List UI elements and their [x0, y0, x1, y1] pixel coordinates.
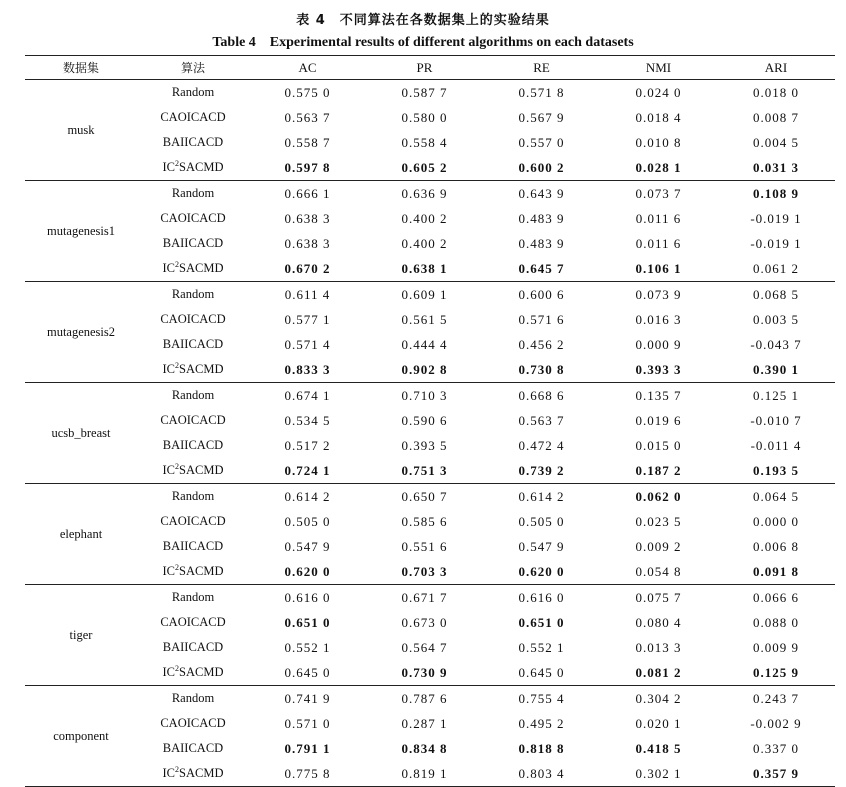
- table-row: [25, 635, 835, 660]
- value-cell-nmi: 0.418 5: [635, 740, 682, 756]
- table-body: [25, 80, 835, 787]
- value-cell-re: 0.730 8: [483, 357, 600, 383]
- value-cell-ari: 0.061 2: [717, 256, 835, 282]
- value-cell-pr: 0.590 6: [401, 412, 448, 428]
- value-cell-ac: 0.558 7: [284, 134, 331, 150]
- algorithm-name-cell: CAOICACD: [160, 312, 226, 326]
- value-cell-nmi: 0.062 0: [635, 488, 682, 504]
- value-cell-ari: 0.243 7: [753, 690, 799, 706]
- value-cell-ac: 0.614 2: [284, 488, 331, 504]
- value-cell-nmi: 0.080 4: [635, 614, 682, 630]
- value-cell-pr: 0.819 1: [366, 761, 483, 787]
- value-cell-re: 0.505 0: [518, 513, 565, 529]
- value-cell-pr: 0.638 1: [366, 256, 483, 282]
- table-row: [25, 534, 835, 559]
- value-cell-re: 0.803 4: [483, 761, 600, 787]
- value-cell-pr: 0.393 5: [401, 437, 448, 453]
- value-cell-nmi: 0.011 6: [635, 210, 682, 226]
- algorithm-name-cell: CAOICACD: [160, 514, 226, 528]
- value-cell-pr: 0.730 9: [366, 660, 483, 686]
- superscript-two: 2: [175, 461, 180, 471]
- superscript-two: 2: [175, 360, 180, 370]
- value-cell-ari: -0.002 9: [750, 715, 802, 731]
- value-cell-ari: 0.008 7: [753, 109, 799, 125]
- value-cell-pr: 0.751 3: [366, 458, 483, 484]
- value-cell-ac: 0.571 4: [284, 336, 331, 352]
- value-cell-nmi: 0.393 3: [600, 357, 717, 383]
- value-cell-ac: 0.670 2: [249, 256, 366, 282]
- value-cell-pr: 0.444 4: [401, 336, 448, 352]
- value-cell-pr: 0.400 2: [401, 235, 448, 251]
- algorithm-name-cell: BAIICACD: [162, 135, 224, 149]
- value-cell-nmi: 0.302 1: [600, 761, 717, 787]
- superscript-two: 2: [175, 158, 180, 168]
- algorithm-name-cell: Random: [171, 287, 215, 301]
- table-row: [25, 130, 835, 155]
- algorithm-name-cell: $IC^2SACMD$: [137, 155, 249, 181]
- header-dataset: 数据集: [25, 56, 137, 80]
- value-cell-ari: 0.357 9: [717, 761, 835, 787]
- table-row: [25, 80, 835, 106]
- algorithm-name-cell: Random: [171, 85, 215, 99]
- table-row: [25, 761, 835, 787]
- value-cell-re: 0.643 9: [518, 185, 565, 201]
- value-cell-ari: 0.337 0: [753, 740, 799, 756]
- table-row: [25, 307, 835, 332]
- value-cell-pr: 0.561 5: [401, 311, 448, 327]
- value-cell-ari: 0.125 1: [753, 387, 799, 403]
- value-cell-ari: 0.004 5: [753, 134, 799, 150]
- superscript-two: 2: [175, 562, 180, 572]
- value-cell-nmi: 0.054 8: [600, 559, 717, 585]
- algorithm-name-cell: $IC^2SACMD$: [137, 660, 249, 686]
- value-cell-nmi: 0.106 1: [600, 256, 717, 282]
- value-cell-nmi: 0.013 3: [635, 639, 682, 655]
- superscript-two: 2: [175, 259, 180, 269]
- value-cell-re: 0.614 2: [518, 488, 565, 504]
- table-row: [25, 660, 835, 686]
- table-row: [25, 105, 835, 130]
- value-cell-ari: 0.088 0: [753, 614, 799, 630]
- value-cell-re: 0.472 4: [518, 437, 565, 453]
- value-cell-ari: 0.091 8: [717, 559, 835, 585]
- value-cell-re: 0.645 0: [483, 660, 600, 686]
- value-cell-ac: 0.833 3: [249, 357, 366, 383]
- value-cell-ac: 0.620 0: [249, 559, 366, 585]
- value-cell-nmi: 0.023 5: [635, 513, 682, 529]
- value-cell-ac: 0.575 0: [284, 84, 331, 100]
- algorithm-name-cell: BAIICACD: [162, 236, 224, 250]
- algorithm-name-cell: Random: [171, 489, 215, 503]
- table-row: [25, 484, 835, 510]
- value-cell-pr: 0.787 6: [401, 690, 448, 706]
- header-ari: ARI: [717, 56, 835, 80]
- value-cell-pr: 0.585 6: [401, 513, 448, 529]
- value-cell-ac: 0.552 1: [284, 639, 331, 655]
- dataset-name-cell: ucsb_breast: [25, 383, 137, 484]
- value-cell-ac: 0.547 9: [284, 538, 331, 554]
- algorithm-name-cell: CAOICACD: [160, 413, 226, 427]
- value-cell-pr: 0.703 3: [366, 559, 483, 585]
- header-algorithm: 算法: [137, 56, 249, 80]
- value-cell-nmi: 0.081 2: [600, 660, 717, 686]
- value-cell-ari: -0.043 7: [750, 336, 802, 352]
- value-cell-pr: 0.287 1: [401, 715, 448, 731]
- value-cell-re: 0.600 2: [483, 155, 600, 181]
- algorithm-name-cell: $IC^2SACMD$: [137, 458, 249, 484]
- value-cell-ari: 0.068 5: [753, 286, 799, 302]
- value-cell-re: 0.571 8: [518, 84, 565, 100]
- value-cell-nmi: 0.073 9: [635, 286, 682, 302]
- value-cell-ac: 0.563 7: [284, 109, 331, 125]
- value-cell-nmi: 0.304 2: [635, 690, 682, 706]
- table-row: [25, 736, 835, 761]
- value-cell-ac: 0.505 0: [284, 513, 331, 529]
- algorithm-name-cell: CAOICACD: [160, 211, 226, 225]
- header-pr: PR: [366, 56, 483, 80]
- table-row: [25, 357, 835, 383]
- value-cell-pr: 0.650 7: [401, 488, 448, 504]
- algorithm-name-cell: CAOICACD: [160, 110, 226, 124]
- value-cell-ari: 0.125 9: [717, 660, 835, 686]
- value-cell-ac: 0.577 1: [284, 311, 331, 327]
- value-cell-nmi: 0.011 6: [635, 235, 682, 251]
- value-cell-nmi: 0.015 0: [635, 437, 682, 453]
- value-cell-pr: 0.710 3: [401, 387, 448, 403]
- algorithm-name-cell: BAIICACD: [162, 438, 224, 452]
- table-row: [25, 282, 835, 308]
- value-cell-re: 0.483 9: [518, 210, 565, 226]
- value-cell-pr: 0.580 0: [401, 109, 448, 125]
- results-table: [25, 55, 835, 787]
- value-cell-ac: 0.571 0: [284, 715, 331, 731]
- algorithm-name-cell: $IC^2SACMD$: [137, 761, 249, 787]
- value-cell-ari: -0.010 7: [750, 412, 802, 428]
- value-cell-ac: 0.791 1: [284, 740, 331, 756]
- value-cell-ac: 0.741 9: [284, 690, 331, 706]
- header-re: RE: [483, 56, 600, 80]
- value-cell-nmi: 0.187 2: [600, 458, 717, 484]
- table-row: [25, 686, 835, 712]
- value-cell-nmi: 0.073 7: [635, 185, 682, 201]
- value-cell-pr: 0.902 8: [366, 357, 483, 383]
- value-cell-re: 0.557 0: [518, 134, 565, 150]
- table-row: [25, 610, 835, 635]
- algorithm-name-cell: CAOICACD: [160, 716, 226, 730]
- header-ac: AC: [249, 56, 366, 80]
- value-cell-ac: 0.517 2: [284, 437, 331, 453]
- algorithm-name-cell: CAOICACD: [160, 615, 226, 629]
- table-row: [25, 711, 835, 736]
- value-cell-pr: 0.605 2: [366, 155, 483, 181]
- value-cell-ari: 0.108 9: [753, 185, 799, 201]
- value-cell-ac: 0.611 4: [284, 286, 331, 302]
- value-cell-nmi: 0.009 2: [635, 538, 682, 554]
- value-cell-nmi: 0.016 3: [635, 311, 682, 327]
- value-cell-ac: 0.638 3: [284, 235, 331, 251]
- value-cell-ari: 0.031 3: [717, 155, 835, 181]
- value-cell-re: 0.651 0: [518, 614, 565, 630]
- value-cell-nmi: 0.010 8: [635, 134, 682, 150]
- value-cell-re: 0.755 4: [518, 690, 565, 706]
- value-cell-ac: 0.775 8: [249, 761, 366, 787]
- value-cell-pr: 0.673 0: [401, 614, 448, 630]
- dataset-name-cell: mutagenesis2: [25, 282, 137, 383]
- value-cell-nmi: 0.135 7: [635, 387, 682, 403]
- table-row: [25, 458, 835, 484]
- superscript-two: 2: [175, 764, 180, 774]
- value-cell-re: 0.456 2: [518, 336, 565, 352]
- value-cell-ac: 0.724 1: [249, 458, 366, 484]
- dataset-name-cell: musk: [25, 80, 137, 181]
- value-cell-ari: -0.019 1: [750, 210, 802, 226]
- value-cell-nmi: 0.018 4: [635, 109, 682, 125]
- value-cell-ari: 0.018 0: [753, 84, 799, 100]
- value-cell-re: 0.495 2: [518, 715, 565, 731]
- value-cell-re: 0.818 8: [518, 740, 565, 756]
- table-row: [25, 206, 835, 231]
- value-cell-pr: 0.564 7: [401, 639, 448, 655]
- dataset-name-cell: tiger: [25, 585, 137, 686]
- table-row: [25, 559, 835, 585]
- value-cell-nmi: 0.000 9: [635, 336, 682, 352]
- table-caption-english: Table 4 Experimental results of different algorithms on each datasets: [212, 35, 634, 50]
- value-cell-ac: 0.666 1: [284, 185, 331, 201]
- algorithm-name-cell: Random: [171, 590, 215, 604]
- algorithm-name-cell: $IC^2SACMD$: [137, 559, 249, 585]
- value-cell-ari: 0.003 5: [753, 311, 799, 327]
- value-cell-re: 0.739 2: [483, 458, 600, 484]
- value-cell-ari: -0.011 4: [750, 437, 802, 453]
- table-row: [25, 155, 835, 181]
- value-cell-nmi: 0.024 0: [635, 84, 682, 100]
- table-row: [25, 181, 835, 207]
- value-cell-pr: 0.558 4: [401, 134, 448, 150]
- value-cell-ac: 0.534 5: [284, 412, 331, 428]
- value-cell-pr: 0.609 1: [401, 286, 448, 302]
- table-caption-chinese: 表 4 不同算法在各数据集上的实验结果: [296, 13, 550, 28]
- value-cell-re: 0.552 1: [518, 639, 565, 655]
- value-cell-re: 0.483 9: [518, 235, 565, 251]
- value-cell-ac: 0.651 0: [284, 614, 331, 630]
- value-cell-ari: 0.066 6: [753, 589, 799, 605]
- value-cell-ac: 0.638 3: [284, 210, 331, 226]
- algorithm-name-cell: BAIICACD: [162, 640, 224, 654]
- value-cell-re: 0.600 6: [518, 286, 565, 302]
- table-row: [25, 256, 835, 282]
- value-cell-nmi: 0.028 1: [600, 155, 717, 181]
- algorithm-name-cell: Random: [171, 388, 215, 402]
- value-cell-ari: 0.000 0: [753, 513, 799, 529]
- value-cell-re: 0.668 6: [518, 387, 565, 403]
- value-cell-ac: 0.645 0: [249, 660, 366, 686]
- dataset-name-cell: component: [25, 686, 137, 787]
- value-cell-re: 0.563 7: [518, 412, 565, 428]
- superscript-two: 2: [175, 663, 180, 673]
- algorithm-name-cell: $IC^2SACMD$: [137, 256, 249, 282]
- table-row: [25, 332, 835, 357]
- value-cell-ari: 0.006 8: [753, 538, 799, 554]
- value-cell-ac: 0.674 1: [284, 387, 331, 403]
- algorithm-name-cell: Random: [171, 186, 215, 200]
- algorithm-name-cell: BAIICACD: [162, 741, 224, 755]
- value-cell-ari: -0.019 1: [750, 235, 802, 251]
- table-row: [25, 231, 835, 256]
- value-cell-re: 0.620 0: [483, 559, 600, 585]
- value-cell-ac: 0.616 0: [284, 589, 331, 605]
- value-cell-ari: 0.009 9: [753, 639, 799, 655]
- header-nmi: NMI: [600, 56, 717, 80]
- table-row: [25, 585, 835, 611]
- value-cell-ari: 0.390 1: [717, 357, 835, 383]
- value-cell-re: 0.567 9: [518, 109, 565, 125]
- value-cell-pr: 0.400 2: [401, 210, 448, 226]
- algorithm-name-cell: $IC^2SACMD$: [137, 357, 249, 383]
- value-cell-pr: 0.551 6: [401, 538, 448, 554]
- dataset-name-cell: elephant: [25, 484, 137, 585]
- algorithm-name-cell: BAIICACD: [162, 539, 224, 553]
- value-cell-pr: 0.636 9: [401, 185, 448, 201]
- value-cell-nmi: 0.020 1: [635, 715, 682, 731]
- value-cell-nmi: 0.019 6: [635, 412, 682, 428]
- value-cell-pr: 0.834 8: [401, 740, 448, 756]
- algorithm-name-cell: Random: [171, 691, 215, 705]
- value-cell-ac: 0.597 8: [249, 155, 366, 181]
- table-header-row: [25, 56, 835, 80]
- value-cell-re: 0.616 0: [518, 589, 565, 605]
- table-row: [25, 433, 835, 458]
- algorithm-name-cell: BAIICACD: [162, 337, 224, 351]
- value-cell-ari: 0.064 5: [753, 488, 799, 504]
- value-cell-pr: 0.587 7: [401, 84, 448, 100]
- table-row: [25, 509, 835, 534]
- value-cell-nmi: 0.075 7: [635, 589, 682, 605]
- table-row: [25, 383, 835, 409]
- value-cell-ari: 0.193 5: [717, 458, 835, 484]
- value-cell-re: 0.645 7: [483, 256, 600, 282]
- dataset-name-cell: mutagenesis1: [25, 181, 137, 282]
- table-row: [25, 408, 835, 433]
- value-cell-re: 0.547 9: [518, 538, 565, 554]
- value-cell-re: 0.571 6: [518, 311, 565, 327]
- value-cell-pr: 0.671 7: [401, 589, 448, 605]
